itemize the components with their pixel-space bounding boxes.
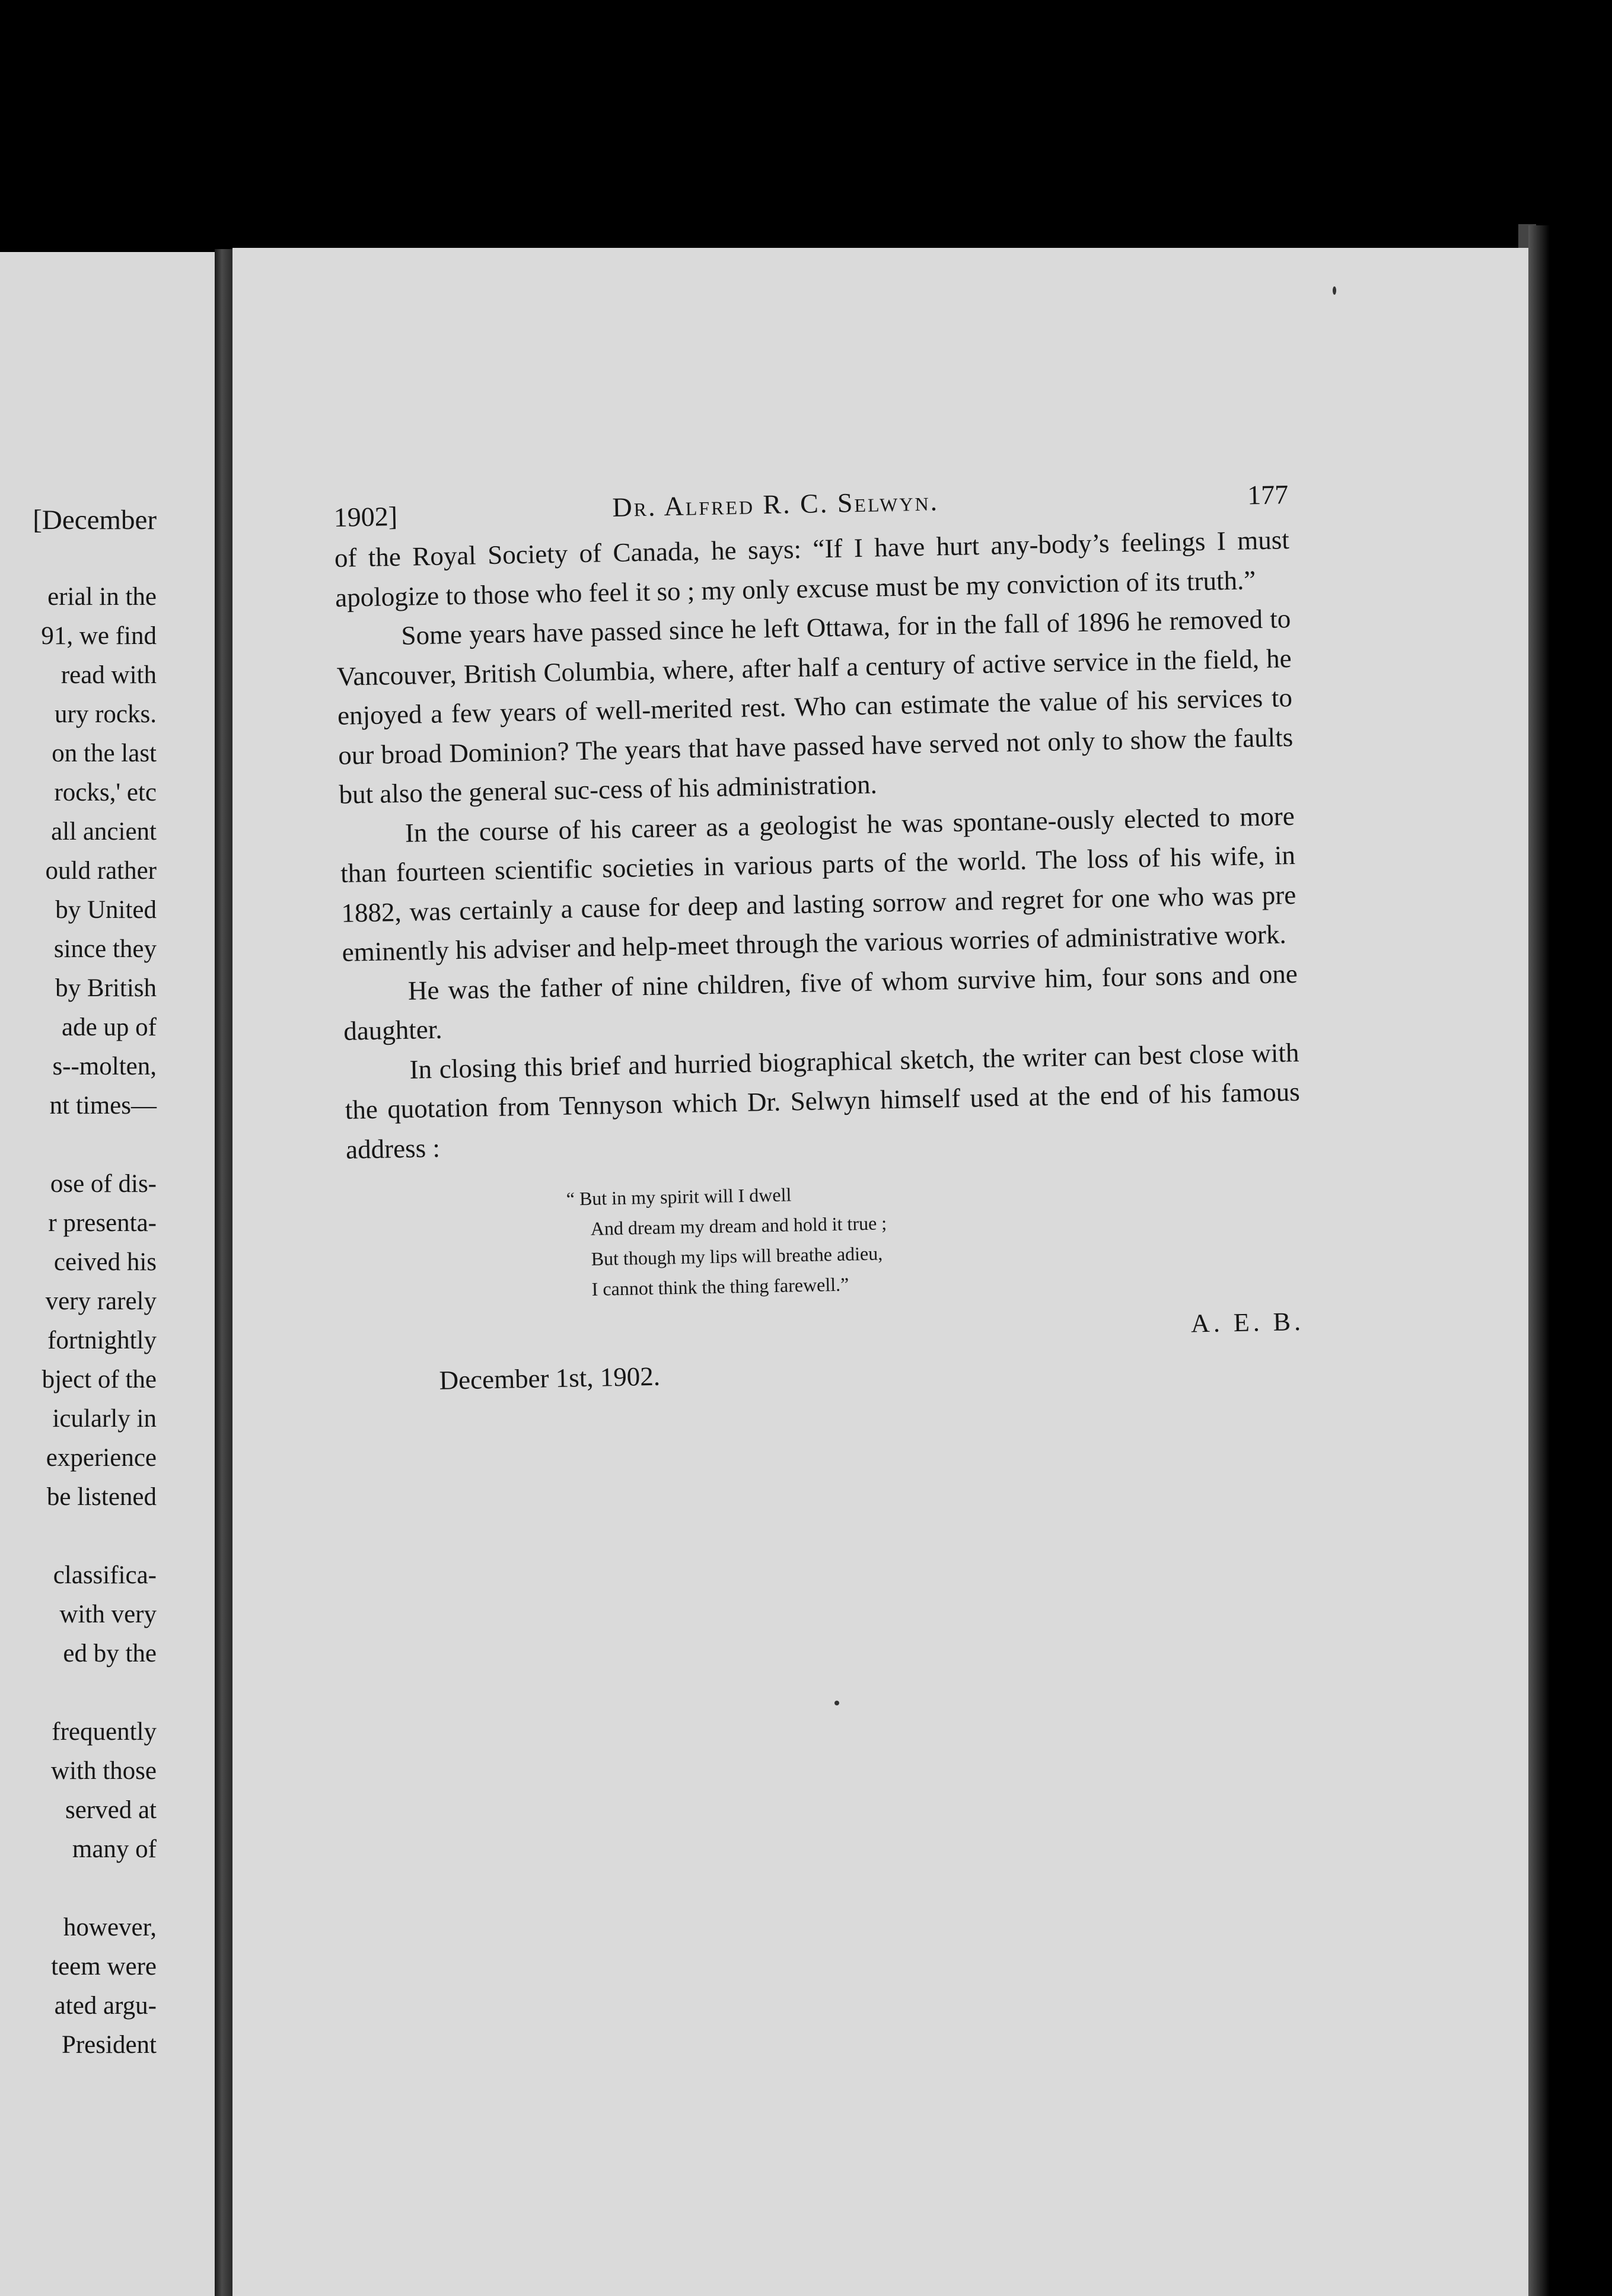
left-page-line: s--molten, — [52, 1053, 157, 1080]
left-page-line: many of — [72, 1835, 157, 1863]
left-page-line: experience — [46, 1444, 157, 1472]
left-page-line: teem were — [51, 1953, 157, 1981]
paragraph: In the course of his career as a geologist he was spontane-ously elected to more than fourteen scientific societies in various parts of the world. The loss of his wife, in 1882, was certainly a cause for deep and lasting sorrow and regret for one who was pre eminently his adviser and help-meet through the various worries of administrative work. — [340, 801, 1296, 967]
left-page-line: by United — [55, 896, 157, 924]
left-page — [0, 252, 227, 2296]
left-page-line: ould rather — [45, 857, 157, 885]
poem-quotation — [566, 1170, 1304, 1305]
poem-line: But though my lips will breathe adieu, — [591, 1242, 883, 1270]
running-head-year: 1902] — [333, 500, 398, 532]
left-page-line: with very — [59, 1600, 157, 1628]
left-page-line: ated argu- — [54, 1992, 157, 2020]
right-page — [232, 248, 1528, 2296]
left-page-line: ade up of — [62, 1013, 157, 1041]
left-page-line: President — [61, 2031, 157, 2059]
paper-speck — [1333, 286, 1336, 295]
poem-line: “ But in my spirit will I dwell — [566, 1184, 792, 1210]
page-text-block — [333, 479, 1305, 1398]
left-page-header: [December — [33, 505, 157, 535]
paragraph: of the Royal Society of Canada, he says: “If I have hurt any-body’s feelings I must apologize to those who feel it so ; my only excuse must be my conviction of its truth.” — [334, 525, 1290, 613]
left-page-line: by British — [55, 974, 157, 1002]
left-page-line: frequently — [52, 1718, 157, 1746]
left-page-line: classifica- — [53, 1561, 157, 1589]
author-initials: A. E. B. — [1190, 1306, 1305, 1338]
left-page-line: read with — [60, 661, 157, 689]
left-page-line: ed by the — [63, 1640, 157, 1667]
left-page-line: with those — [51, 1757, 157, 1785]
body-text — [334, 520, 1301, 1169]
paragraph: Some years have passed since he left Ottawa, for in the fall of 1896 he removed to Vancouver, British Columbia, where, after half a century of active service in the field, he enjoyed a few years of well-merited rest. Who can estimate the value of his services to our broad Dominion? The years that have passed have served not only to show the faults but also the general suc-cess of his administration. — [336, 604, 1294, 809]
date-line: December 1st, 1902. — [439, 1361, 661, 1395]
left-page-line: bject of the — [42, 1366, 157, 1393]
paper-speck — [834, 1701, 839, 1705]
left-page-line: however, — [63, 1914, 157, 1941]
page-number: 177 — [1247, 479, 1289, 511]
left-page-line: all ancient — [51, 818, 157, 846]
left-page-line: fortnightly — [47, 1326, 157, 1354]
running-head-title: Dr. Alfred R. C. Selwyn. — [611, 486, 939, 522]
book-gutter — [215, 249, 232, 2296]
left-page-line: ose of dis- — [50, 1170, 157, 1198]
left-page-line: ceived his — [53, 1248, 157, 1276]
left-page-line: icularly in — [52, 1405, 157, 1433]
left-page-line: erial in the — [47, 583, 157, 611]
left-page-line: rocks,' etc — [54, 779, 157, 806]
poem-line: I cannot think the thing farewell.” — [591, 1273, 849, 1300]
left-page-line: ury rocks. — [55, 700, 157, 728]
page-edge-shadow — [1528, 225, 1550, 2296]
poem-line: And dream my dream and hold it true ; — [590, 1212, 887, 1239]
left-page-line: nt times— — [49, 1092, 157, 1120]
left-page-line: since they — [53, 935, 157, 963]
left-page-line: 91, we find — [41, 622, 157, 650]
left-page-line: r presenta- — [48, 1209, 157, 1237]
left-page-line: very rarely — [45, 1287, 157, 1315]
left-page-line: served at — [65, 1796, 157, 1824]
paragraph: He was the father of nine children, five of whom survive him, four sons and one daughter. — [343, 958, 1298, 1046]
left-page-line: be listened — [46, 1483, 157, 1511]
paragraph: In closing this brief and hurried biographical sketch, the writer can best close with the quotation from Tennyson which Dr. Selwyn himself used at the end of his famous address : — [345, 1037, 1301, 1165]
left-page-line: on the last — [52, 739, 157, 767]
